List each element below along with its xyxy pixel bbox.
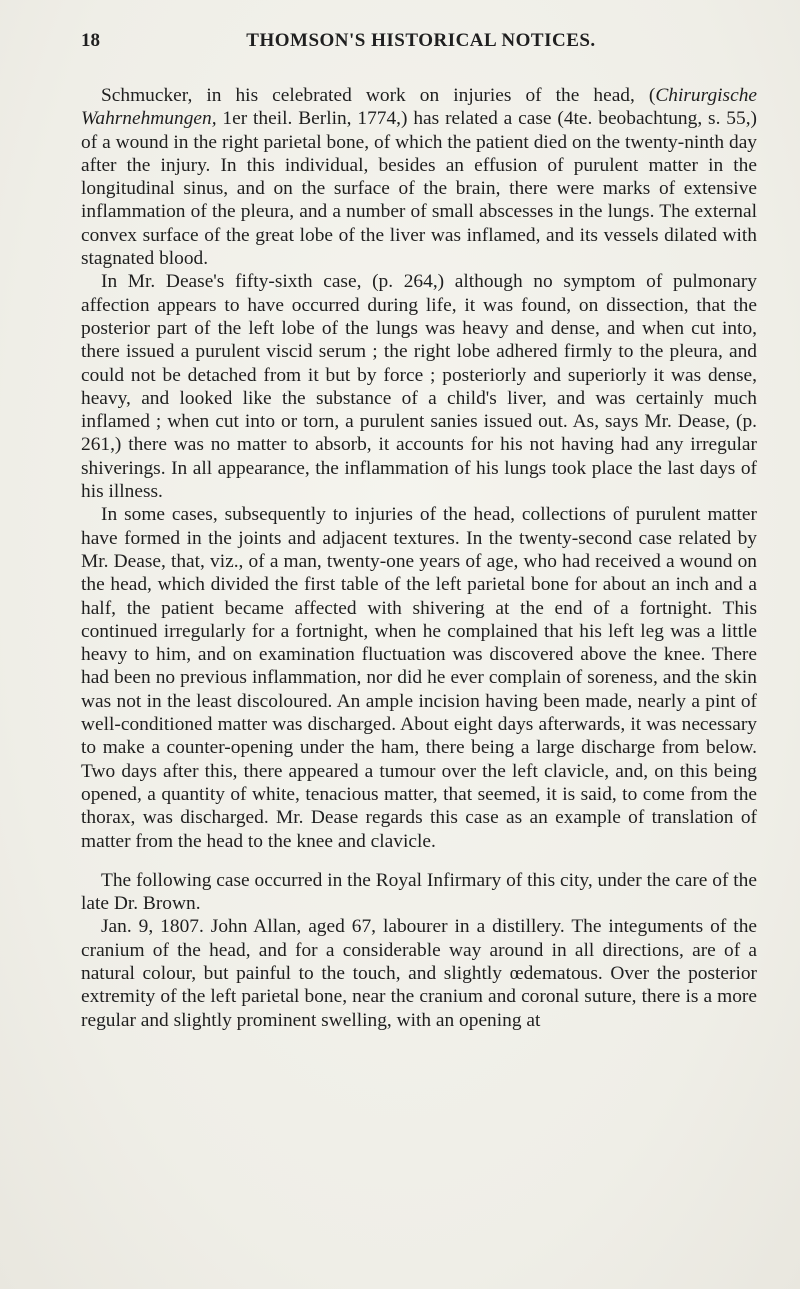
italic-title: Chirurgische Wahrnehmungen, — [81, 85, 757, 130]
paragraph-dease-22: In some cases, subsequently to injuries of the head, collections of purulent matter have formed in the joints and adjacent textures. In the twenty-second case related by Mr. Dease, that, viz., of a man, twenty-one years of age, who had received a wound on the head, which divided the first table of the left parietal bone for about an inch and a half, the patient became affected with shivering at the end of a fortnight. This continued irregularly for a fortnight, when he complained that his left leg was a little heavy to him, and on examination fluctuation was discovered above the knee. There had been no previous inflammation, nor did he ever complain of soreness, and the skin was not in the least discoloured. An ample incision having been made, nearly a pint of well-conditioned matter was discharged. About eight days afterwards, it was necessary to make a counter-opening under the ham, there being a large discharge from below. Two days after this, there appeared a tumour over the left clavicle, and, on this being opened, a quantity of white, tenacious matter, that seemed, it is said, to come from the thorax, was discharged. Mr. Dease regards this case as an example of translation of matter from the head to the knee and clavicle. — [81, 504, 757, 852]
paragraph-royal-infirmary: The following case occurred in the Royal Infirmary of this city, under the care of the late Dr. Brown. — [81, 869, 757, 915]
running-title: THOMSON'S HISTORICAL NOTICES. — [246, 30, 596, 51]
paragraph-case-allan: Jan. 9, 1807. John Allan, aged 67, labourer in a distillery. The integuments of the cranium of the head, and for a considerable way around in all directions, are of a natural colour, but painful to the touch, and slightly œdematous. Over the posterior extremity of the left parietal bone, near the cranium and coronal suture, there is a more regular and slightly prominent swelling, with an opening at — [81, 916, 757, 1031]
running-head — [81, 30, 761, 56]
body-text — [81, 84, 757, 1032]
paragraph-text: Schmucker, in his celebrated work on injuries of the head, ( — [101, 85, 656, 106]
page-number: 18 — [81, 30, 100, 51]
paragraph-schmucker — [81, 84, 757, 270]
paragraph-dease-56: In Mr. Dease's fifty-sixth case, (p. 264,) although no symptom of pulmonary affection appears to have occurred during life, it was found, on dissection, that the posterior part of the left lobe of the lungs was heavy and dense, and when cut into, there issued a purulent viscid serum ; the right lobe adhered firmly to the pleura, and could not be detached from it but by force ; posteriorly and superiorly it was dense, heavy, and looked like the substance of a child's liver, and was certainly much inflamed ; when cut into or torn, a purulent sanies issued out. As, says Mr. Dease, (p. 261,) there was no matter to absorb, it accounts for his not having had any irregular shiverings. In all appearance, the inflammation of his lungs took place the last days of his illness. — [81, 271, 757, 503]
paragraph-text: 1er theil. Berlin, 1774,) has related a case (4te. beobachtung, s. 55,) of a wound in the right parietal bone, of which the patient died on the twenty-ninth day after the injury. In this individual, besides an effusion of purulent matter in the longitudinal sinus, and on the surface of the brain, there were marks of extensive inflammation of the pleura, and a number of small abscesses in the lungs. The external convex surface of the great lobe of the liver was inflamed, and its vessels dilated with stagnated blood. — [81, 108, 757, 270]
